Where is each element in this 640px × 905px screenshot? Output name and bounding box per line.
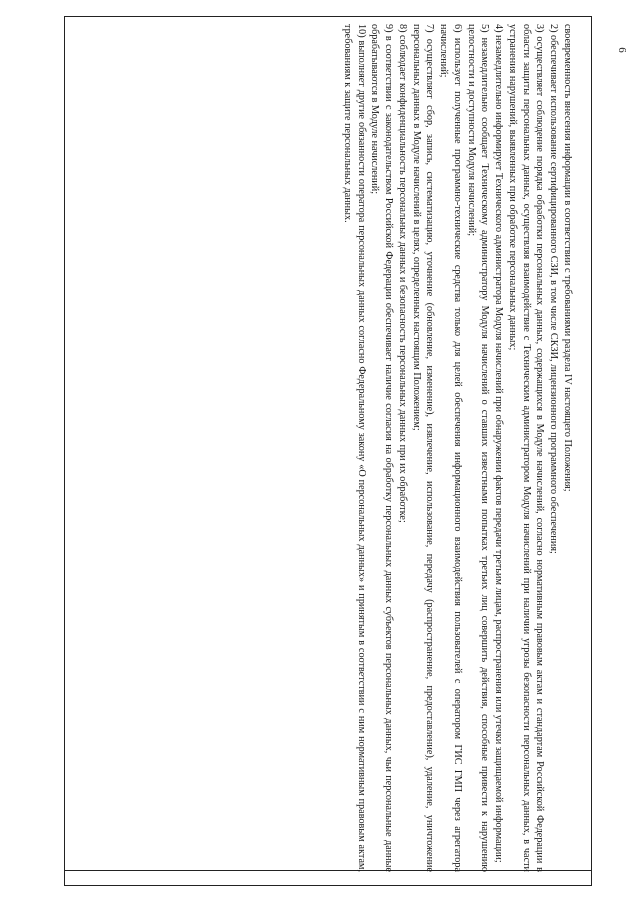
page-number: 6 xyxy=(616,47,628,53)
paragraph: 8) соблюдает конфиденциальность персональных данных и безопасность персональных данных при их обработке; xyxy=(397,24,408,523)
paragraph: 10) выполняет другие обязанности оператора персональных данных согласно Федеральному закону «О персональных данных» и принятым в соответствии с ним нормативным правовым актам, требованиям к защите персональных данных. xyxy=(342,24,367,872)
paragraph: 5) незамедлительно сообщает Техническому администратору Модуля начислений о ставших известными попытках третьих лиц совершить действия, способные привести к нарушению целостности и доступности Модуля начислений; xyxy=(465,24,491,872)
paragraph: 2) обеспечивает использование сертифицированного СЗИ, в том числе СКЗИ, лицензионного программного обеспечения; xyxy=(548,24,560,554)
paragraph: 6) использует полученные программно-технические средства только для целей обеспечения информационного взаимодействия пользователей с оператором ГИС ГМП через агрегатора начислений; xyxy=(438,24,463,872)
paragraph: 4) незамедлительно информирует Технического администратора Модуля начислений при обнаружении фактов передачи третьим лицам, распространения или утечки защищаемой информации; xyxy=(493,24,505,863)
paragraph: 3) осуществляет соблюдение порядка обработки персональных данных, содержащихся в Модуле начислений, согласно нормативным правовым актам и стандартам Российской Федерации в области защиты персональных данных, осуществляя взаимодействие с Техническим администратором Модуля начислений при наличии угрозы безопасности персональных данных, в части устранения нарушений, выявленных при обработке персональных данных; xyxy=(507,24,546,872)
paragraph: 7) осуществляет сбор, запись, систематизацию, уточнение (обновление, изменение), извлечение, использование, передачу (распространение, предоставление), удаление, уничтожение персональных данных в Модуле начислений в целях, определенных настоящим Положением; xyxy=(410,24,436,872)
paragraph: своевременность внесения информации в соответствии с требованиями раздела IV настоящего Положения; xyxy=(562,24,573,492)
paragraph: 9) в соответствии с законодательством Российской Федерации обеспечивает наличие согласия на обработку персональных данных субъектов персональных данных, чьи персональные данные обрабатываются в Модуле начислений; xyxy=(369,24,395,872)
table-cell-content xyxy=(62,24,574,872)
